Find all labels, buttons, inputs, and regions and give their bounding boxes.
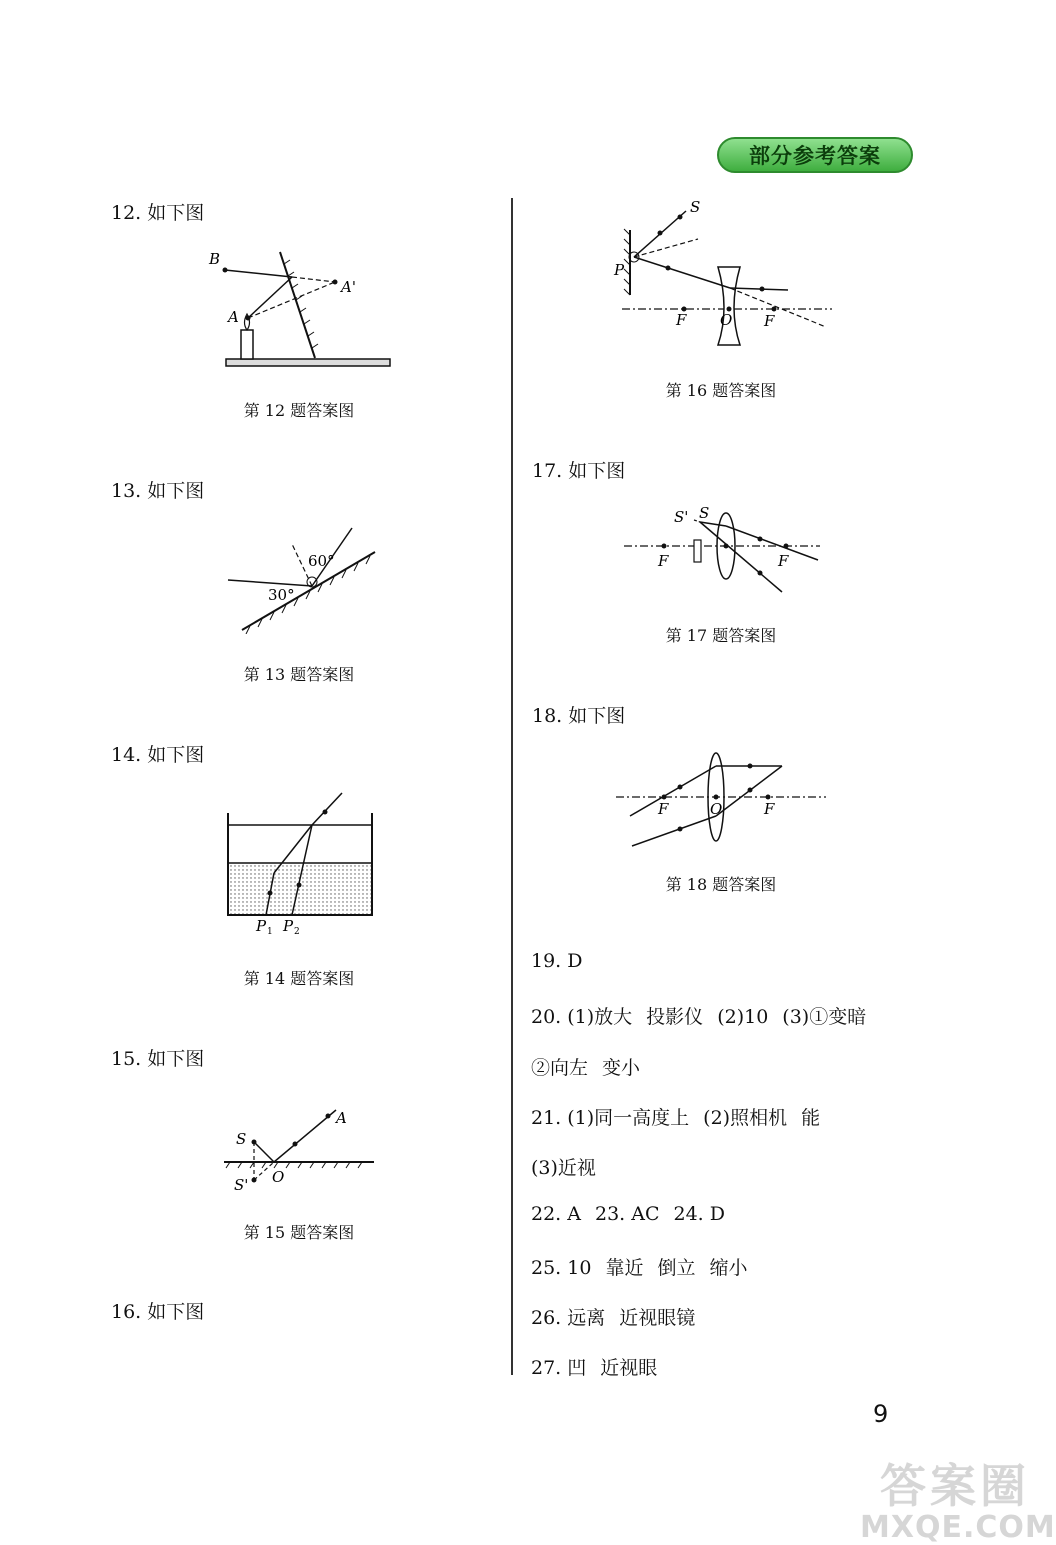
q18-mark-f-left: F	[658, 800, 669, 818]
answer-25: 25. 10 靠近 倒立 缩小	[531, 1257, 748, 1279]
answer-22-24: 22. A 23. AC 24. D	[531, 1203, 725, 1225]
answer-19: 19. D	[531, 950, 583, 972]
watermark-url: MXQE.COM	[860, 1510, 1056, 1545]
q12-caption: 第 12 题答案图	[243, 401, 355, 420]
q15-figure	[218, 1100, 383, 1195]
q15-label: 15. 如下图	[111, 1048, 205, 1070]
q12-mark-b: B	[209, 250, 221, 268]
q14-mark-sub2: 2	[294, 927, 300, 937]
q18-mark-f-right: F	[764, 800, 775, 818]
q17-caption: 第 17 题答案图	[665, 626, 777, 645]
q17-mark-f-left: F	[658, 552, 669, 570]
q14-caption: 第 14 题答案图	[243, 969, 355, 988]
q14-label: 14. 如下图	[111, 744, 205, 766]
watermark-logo: 答案圈	[880, 1459, 1030, 1513]
q18-figure	[612, 750, 830, 850]
q17-mark-s: S	[699, 504, 710, 522]
q17-mark-f-right: F	[778, 552, 789, 570]
q16-caption: 第 16 题答案图	[665, 381, 777, 400]
q12-label: 12. 如下图	[111, 202, 205, 224]
q17-figure	[620, 502, 825, 597]
answer-26: 26. 远离 近视眼镜	[531, 1307, 696, 1329]
answer-21-cont: (3)近视	[531, 1157, 596, 1179]
q18-label: 18. 如下图	[532, 705, 626, 727]
watermark	[860, 1450, 1056, 1545]
q16-label: 16. 如下图	[111, 1301, 205, 1323]
q13-caption: 第 13 题答案图	[243, 665, 355, 684]
answer-27: 27. 凹 近视眼	[531, 1357, 658, 1379]
q18-caption: 第 18 题答案图	[665, 875, 777, 894]
q12-figure	[200, 240, 400, 375]
section-badge: 部分参考答案	[717, 137, 913, 173]
q15-mark-s-prime: S'	[234, 1176, 249, 1194]
q12-mark-a: A	[228, 308, 239, 326]
q16-figure	[610, 195, 835, 355]
answer-20: 20. (1)放大 投影仪 (2)10 (3)①变暗	[531, 1006, 867, 1028]
q13-angle-30: 30°	[268, 586, 295, 604]
q15-mark-s: S	[236, 1130, 247, 1148]
q13-angle-60: 60°	[308, 552, 335, 570]
q13-figure	[220, 522, 380, 634]
q14-mark-sub1: 1	[267, 927, 273, 937]
q17-label: 17. 如下图	[532, 460, 626, 482]
q15-caption: 第 15 题答案图	[243, 1223, 355, 1242]
answer-20-cont: ②向左 变小	[531, 1057, 641, 1079]
q17-mark-s-prime: S'	[674, 508, 689, 526]
column-divider	[511, 198, 513, 1375]
q13-label: 13. 如下图	[111, 480, 205, 502]
q16-mark-f-right: F	[764, 312, 775, 330]
q16-mark-f-left: F	[676, 311, 687, 329]
q12-mark-a-prime: A'	[341, 278, 356, 296]
page-number: 9	[873, 1400, 889, 1428]
q15-mark-o: O	[272, 1168, 285, 1186]
answer-21: 21. (1)同一高度上 (2)照相机 能	[531, 1107, 821, 1129]
q16-mark-o: O	[720, 311, 733, 329]
q15-mark-a: A	[336, 1109, 347, 1127]
q18-mark-o: O	[710, 800, 723, 818]
q14-mark-p: P	[256, 917, 267, 935]
q14-mark-p2: P	[283, 917, 294, 935]
q16-mark-p: P	[614, 261, 625, 279]
q16-mark-s: S	[690, 198, 701, 216]
q14-figure	[222, 785, 382, 940]
